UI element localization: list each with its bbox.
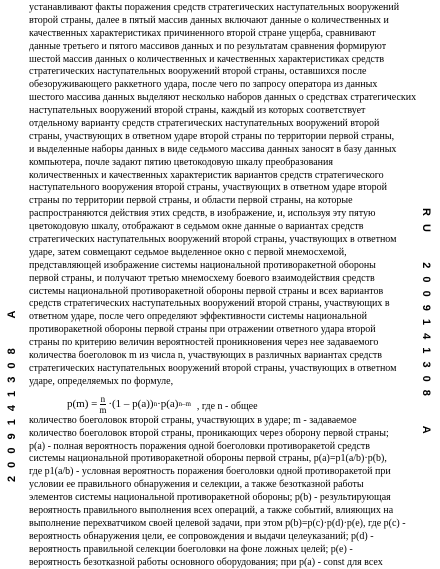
text-line: противоракетной обороны первой страны при отражении ответного удара второй [29,324,376,336]
text-line: системы национальной противоракетной обороны первой страны, p(a)=p1(a/b)·p(b), [29,453,387,465]
text-line: системы национальной противоракетной обороны первой страны и всех вариантов [29,285,384,297]
text-line: качественных характеристиках причиненного второй стране ущерба, сравнивают [29,27,376,39]
formula-middle2: ·p(a) [157,397,179,410]
paragraph-before-formula [29,2,417,389]
patent-number-right: R U 2 0 0 9 1 4 1 3 0 8 A [420,208,432,437]
formula-fraction-denominator: m [99,404,107,415]
formula-lhs: p(m) = [67,397,98,410]
text-line: стратегических наступательных вооружений второй страны, участвующих в ответном [29,362,397,374]
formula-middle: ·(1 – p(a)) [108,397,154,410]
text-line: условии ее правильного обнаружения и селекции, а также безотказной работы [29,479,364,491]
text-line: стратегических наступательных вооружений второй страны, участвующих в ответном [29,234,397,246]
text-line: где p1(a/b) - условная вероятность поражения боеголовки одной противоракетой при [29,466,391,478]
text-line: количество боеголовок второй страны, участвующих в ударе; m - задаваемое [29,414,357,426]
text-line: распространяются действия этих средств, в изображение, и, используя эту пятую [29,208,376,220]
text-line: страны, участвующих в ответном ударе второй страны по территории первой страны, [29,130,395,142]
text-line: количества боеголовок m из числа n, участвующих в различных вариантах средств [29,350,383,362]
text-line: вероятность безотказной работы основного оборудования; при p(a) - const для всех [29,556,383,568]
formula-line [29,389,401,415]
formula-tail-text: , где n - общее [196,400,258,412]
text-line: вероятность правильного выполнения всех операций, а также событий, влияющих на [29,504,394,516]
text-line: первой страны, и получают третью мнемосхему боевого взаимодействия средств [29,272,375,284]
formula-exponent-n-minus-m: n–m [178,399,191,408]
text-line: компьютера, почле задают пятию цветокодовую шкалу преобразования [29,156,333,168]
text-line: устанавливают факты поражения средств стратегических наступательных вооружений [29,2,400,13]
patent-number-left: 2 0 0 9 1 4 1 3 0 8 A [6,308,18,482]
text-line: стратегических наступательных вооружений второй страны, оставшихся после [29,66,367,78]
text-line: p(a) - полная вероятность поражения одной боеголовки противоракетой средств [29,440,371,452]
formula-exponent-n: n [153,399,158,408]
text-line: шестого массива данных выделяют несколько наборов данных о средствах стратегических [29,92,417,104]
document-body [29,2,417,568]
text-line: элементов системы национальной противоракетной обороны; p(b) - результирующая [29,492,391,504]
formula-fraction [99,394,106,415]
text-line: шестой массив данных о количественных и качественных характеристиках средств [29,53,385,65]
text-line: отдельному варианту средств стратегических наступательных вооружений второй [29,118,380,130]
formula-fraction-numerator: n [100,393,106,404]
text-line: наступательного вооружения второй страны, участвующих в ответном ударе второй [29,182,387,194]
text-line: количество боеголовок второй страны, проникающих через оборону первой страны; [29,427,389,439]
probability-formula [67,394,191,415]
text-line: ударе, затем совмещают седьмое выделенное окно с первой мнемосхемой, [29,246,347,258]
text-line: страны по критерию величин вероятностей проникновения через нее задаваемого [29,337,379,349]
text-line: наступательных вооружений второй страны, каждый из которых соответствует [29,105,366,117]
text-line: второй страны, далее в пятый массив данных включают данные о количественных и [29,14,389,26]
text-line: представляющей изображение системы национальной противоракетной обороны [29,259,376,271]
text-line: страны по территории первой страны, и области первой страны, на которые [29,195,353,207]
text-line: и выделенные наборы данных в виде седьмого массива данных заносят в базу данных [29,143,397,155]
text-line: выполнение перехватчиком своей целевой задачи, при этом p(b)=p(c)·p(d)·p(e), где p(c) - [29,517,406,529]
text-line: цветокодовую шкалу, отображают в седьмом окне данные о вариантах средств [29,221,364,233]
text-line: количественных и качественных характеристик вариантов средств стратегического [29,169,384,181]
text-line: ответном ударе, после чего определяют эффективности системы национальной [29,311,368,323]
text-line: ударе, определяемых по формуле, [29,375,174,387]
text-line: средств стратегических наступательных вооружений второй страны, участвующих в [29,298,390,310]
text-line: вероятность обнаружения цели, ее сопровождения и выдачи целеуказаний; p(d) - [29,530,374,542]
text-line: вероятность правильной селекции боеголовки на фоне ложных целей; p(e) - [29,543,353,555]
text-line: обезоруживающего раккетного удара, после чего по запросу оператора из данных [29,79,378,91]
text-line: данные третьего и пятого массивов данных и по результатам сравнения формируют [29,40,387,52]
paragraph-after-formula [29,414,406,569]
